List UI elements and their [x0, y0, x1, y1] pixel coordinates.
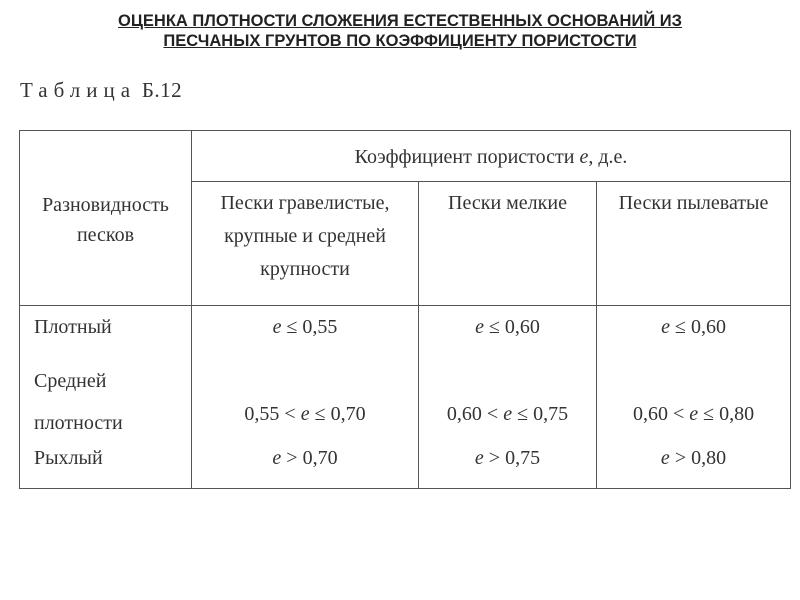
value-silty-dense: e ≤ 0,60 — [661, 316, 726, 338]
row-labels-cell — [20, 306, 192, 489]
caption-word: Таблица — [20, 78, 137, 102]
header-silty-sands — [597, 182, 791, 306]
title-line-1: ОЦЕНКА ПЛОТНОСТИ СЛОЖЕНИЯ ЕСТЕСТВЕННЫХ ОСНОВАНИЙ ИЗ — [118, 12, 682, 30]
values-fine-sands — [419, 306, 597, 489]
row-label-loose: Рыхлый — [34, 447, 103, 469]
value-gravel-dense: e ≤ 0,55 — [272, 316, 338, 338]
table-caption — [20, 78, 182, 103]
caption-number: Б.12 — [141, 78, 183, 102]
header-coefficient-text: Коэффициент пористости e, д.е. — [354, 145, 628, 168]
header-sand-kind-text: Разновидность песков — [42, 194, 169, 246]
value-gravel-loose: e > 0,70 — [272, 447, 338, 469]
porosity-table — [19, 130, 791, 489]
header-gravel-sands — [192, 182, 419, 306]
header-fine-sands-text: Пески мелкие — [448, 192, 567, 214]
header-coefficient — [192, 131, 791, 182]
value-fine-loose: e > 0,75 — [474, 447, 541, 469]
value-fine-medium: 0,60 < e ≤ 0,75 — [446, 403, 569, 425]
header-gravel-sands-text: Пески гравелистые, крупные и средней крупности — [220, 192, 390, 280]
header-sand-kind — [20, 131, 192, 306]
value-gravel-medium: 0,55 < e ≤ 0,70 — [244, 403, 366, 425]
value-silty-loose: e > 0,80 — [660, 447, 727, 469]
value-fine-dense: e ≤ 0,60 — [475, 316, 540, 338]
header-silty-sands-text: Пески пылеватые — [618, 192, 769, 214]
row-label-dense: Плотный — [34, 316, 112, 338]
page-title — [0, 11, 800, 51]
header-fine-sands — [419, 182, 597, 306]
title-line-2: ПЕСЧАНЫХ ГРУНТОВ ПО КОЭФФИЦИЕНТУ ПОРИСТОСТИ — [163, 32, 637, 50]
values-silty-sands — [597, 306, 791, 489]
value-silty-medium: 0,60 < e ≤ 0,80 — [632, 403, 755, 425]
values-gravel-sands — [192, 306, 419, 489]
row-label-medium: Средней плотности — [34, 370, 123, 434]
